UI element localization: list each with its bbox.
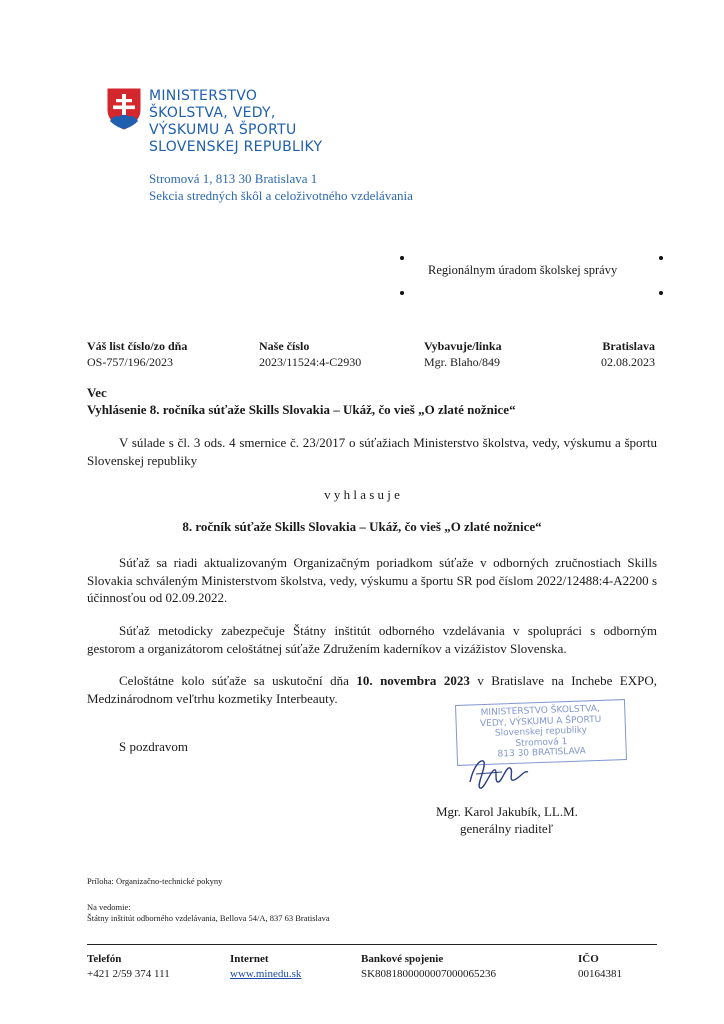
event-date: 10. novembra 2023 bbox=[356, 673, 470, 688]
paragraph-rules: Súťaž sa riadi aktualizovaným Organizačným poriadkom súťaže v odborných zručnostiach Skills Slovakia schváleným Ministerstvom školstva, vedy, výskumu a športu SR pod číslom 2022/12488:4-A2200 s účinnosťou od 02.09.2022. bbox=[87, 555, 657, 605]
paragraph-organizer: Súťaž metodicky zabezpečuje Štátny inštitút odborného vzdelávania v spolupráci s odborným gestorom a organizátorom celoštátnej súťaže Združením kaderníkov a vizážistov Slovenska. bbox=[87, 623, 657, 656]
subject-text: Vyhlásenie 8. ročníka súťaže Skills Slovakia – Ukáž, čo vieš „O zlaté nožnice“ bbox=[87, 402, 516, 417]
footer-bank bbox=[361, 952, 496, 982]
handled-by-label: Vybavuje/linka bbox=[424, 339, 502, 353]
stamp-line-4: Stromová 1 bbox=[515, 736, 568, 749]
ministry-line-3: VÝSKUMU A ŠPORTU bbox=[149, 122, 297, 138]
attachment: Príloha: Organizačno-technické pokyny bbox=[87, 876, 223, 886]
internet-label: Internet bbox=[230, 953, 269, 965]
stamp-line-1: MINISTERSTVO ŠKOLSTVA, bbox=[480, 703, 600, 719]
recipient: Regionálnym úradom školskej správy bbox=[428, 263, 618, 277]
footer-internet bbox=[230, 952, 301, 982]
recipient-corner-mark bbox=[659, 291, 663, 295]
stamp-line-2: VEDY, VÝSKUMU A ŠPORTU bbox=[479, 714, 602, 729]
recipient-corner-mark bbox=[400, 291, 404, 295]
your-reference-label: Váš list číslo/zo dňa bbox=[87, 339, 188, 353]
our-reference-label: Naše číslo bbox=[259, 339, 310, 353]
phone-label: Telefón bbox=[87, 953, 122, 965]
your-reference-value: OS-757/196/2023 bbox=[87, 355, 174, 369]
ministry-section: Sekcia stredných škôl a celoživotného vzdelávania bbox=[149, 188, 413, 203]
footer-phone bbox=[87, 952, 170, 982]
bank-value: SK8081800000007000065236 bbox=[361, 968, 497, 980]
bank-label: Bankové spojenie bbox=[361, 953, 444, 965]
handwritten-signature bbox=[462, 752, 542, 794]
paragraph-intro: V súlade s čl. 3 ods. 4 smernice č. 23/2017 o súťažiach Ministerstvo školstva, vedy, výskumu a športu Slovenskej republiky bbox=[87, 435, 657, 468]
greeting: S pozdravom bbox=[119, 739, 188, 754]
our-reference bbox=[259, 338, 361, 370]
place-date bbox=[583, 338, 655, 370]
phone-value: +421 2/59 374 111 bbox=[87, 968, 170, 980]
event-text-after: v Bratislave na Inchebe EXPO, Medzinárodnom veľtrhu kozmetiky Interbeauty. bbox=[87, 673, 658, 706]
recipient-corner-mark bbox=[659, 256, 663, 260]
subject-label: Vec bbox=[87, 385, 107, 400]
ico-value: 00164381 bbox=[578, 968, 622, 980]
ministry-line-4: SLOVENSKEJ REPUBLIKY bbox=[149, 139, 323, 155]
stamp-line-5: 813 30 BRATISLAVA bbox=[497, 746, 587, 760]
cc-value: Štátny inštitút odborného vzdelávania, Bellova 54/A, 837 63 Bratislava bbox=[87, 913, 330, 923]
announces: v y h l a s u j e bbox=[324, 487, 400, 502]
announcement-heading: 8. ročník súťaže Skills Slovakia – Ukáž, čo vieš „O zlaté nožnice“ bbox=[182, 519, 542, 534]
signatory-name: Mgr. Karol Jakubík, LL.M. bbox=[436, 804, 578, 819]
ico-label: IČO bbox=[578, 953, 599, 965]
ministry-address-block bbox=[149, 170, 413, 204]
signatory-title: generálny riaditeľ bbox=[460, 821, 553, 836]
ministry-name bbox=[149, 88, 322, 156]
footer-ico bbox=[578, 952, 622, 982]
our-reference-value: 2023/11524:4-C2930 bbox=[259, 355, 362, 369]
date-value: 02.08.2023 bbox=[601, 355, 655, 369]
website-link[interactable]: www.minedu.sk bbox=[230, 968, 302, 980]
event-text-before: Celoštátne kolo súťaže sa uskutoční dňa bbox=[119, 673, 357, 688]
handled-by bbox=[424, 338, 502, 370]
ministry-line-2: ŠKOLSTVA, VEDY, bbox=[149, 105, 276, 121]
ministry-address: Stromová 1, 813 30 Bratislava 1 bbox=[149, 171, 318, 186]
slovak-coat-of-arms-icon bbox=[107, 88, 141, 130]
handled-by-value: Mgr. Blaho/849 bbox=[424, 355, 501, 369]
your-reference bbox=[87, 338, 187, 370]
stamp-line-3: Slovenskej republiky bbox=[494, 725, 588, 739]
cc-label: Na vedomie: bbox=[87, 902, 131, 912]
recipient-corner-mark bbox=[400, 256, 404, 260]
ministry-line-1: MINISTERSTVO bbox=[149, 88, 258, 104]
place-label: Bratislava bbox=[602, 339, 655, 353]
footer-divider bbox=[87, 944, 657, 945]
